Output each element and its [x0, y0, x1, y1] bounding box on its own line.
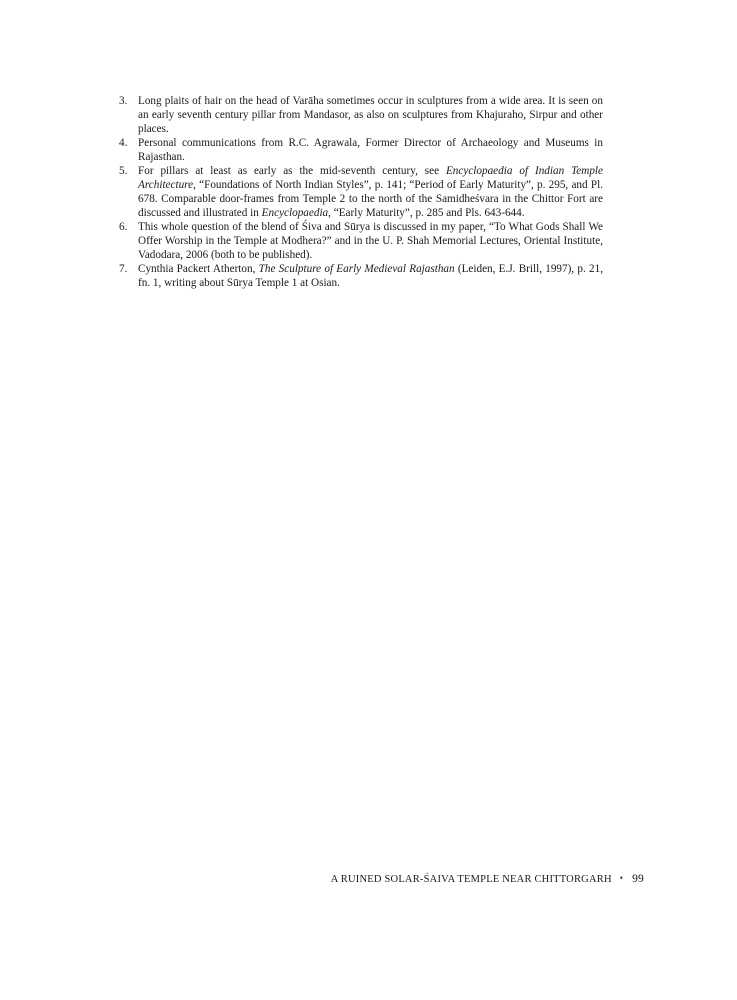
endnote-item	[116, 220, 603, 262]
endnote-item	[116, 262, 603, 290]
endnote-item	[116, 136, 603, 164]
endnote-number: 3.	[119, 95, 128, 107]
endnote-text: (Leiden, E.J. Brill, 1997), p. 21, fn. 1, writing about Sūrya Temple 1 at Osian.	[138, 263, 603, 289]
running-head: A RUINED SOLAR-ŚAIVA TEMPLE NEAR CHITTORGARH	[330, 874, 612, 885]
page-footer	[300, 873, 644, 885]
endnote-number: 4.	[119, 137, 128, 149]
endnote-text: , “Foundations of North Indian Styles”, p. 141; “Period of Early Maturity”, p. 295, and Pl. 678. Comparable door-frames from Temple 2 to the north of the Samidheśvara in the Chittor Fort are discussed and illustrated in	[138, 179, 603, 219]
bullet-separator: •	[619, 873, 624, 883]
endnote-italic-title: Encyclopaedia of Indian Temple Architecture	[138, 165, 603, 191]
endnote-number: 5.	[119, 165, 128, 177]
endnote-text: For pillars at least as early as the mid-seventh century, see	[138, 165, 446, 177]
endnote-italic-title: Encyclopaedia	[261, 207, 329, 219]
endnote-text: Personal communications from R.C. Agrawala, Former Director of Archaeology and Museums in Rajasthan.	[138, 137, 603, 163]
endnote-item	[116, 164, 603, 220]
endnote-number: 6.	[119, 221, 128, 233]
endnote-item	[116, 94, 603, 136]
endnote-text: Cynthia Packert Atherton,	[138, 263, 259, 275]
endnotes-list	[116, 94, 603, 290]
endnote-text: , “Early Maturity”, p. 285 and Pls. 643-644.	[328, 207, 525, 219]
endnote-italic-title: The Sculpture of Early Medieval Rajasthan	[258, 263, 455, 275]
page-number: 99	[632, 873, 644, 885]
endnote-text: Long plaits of hair on the head of Varāha sometimes occur in sculptures from a wide area. It is seen on an early seventh century pillar from Mandasor, as also on sculptures from Khajuraho, Sirpur and other places.	[138, 95, 603, 135]
endnote-number: 7.	[119, 263, 128, 275]
endnote-text: This whole question of the blend of Śiva and Sūrya is discussed in my paper, “To What Gods Shall We Offer Worship in the Temple at Modhera?” and in the U. P. Shah Memorial Lectures, Oriental Institute, Vadodara, 2006 (both to be published).	[138, 221, 603, 261]
